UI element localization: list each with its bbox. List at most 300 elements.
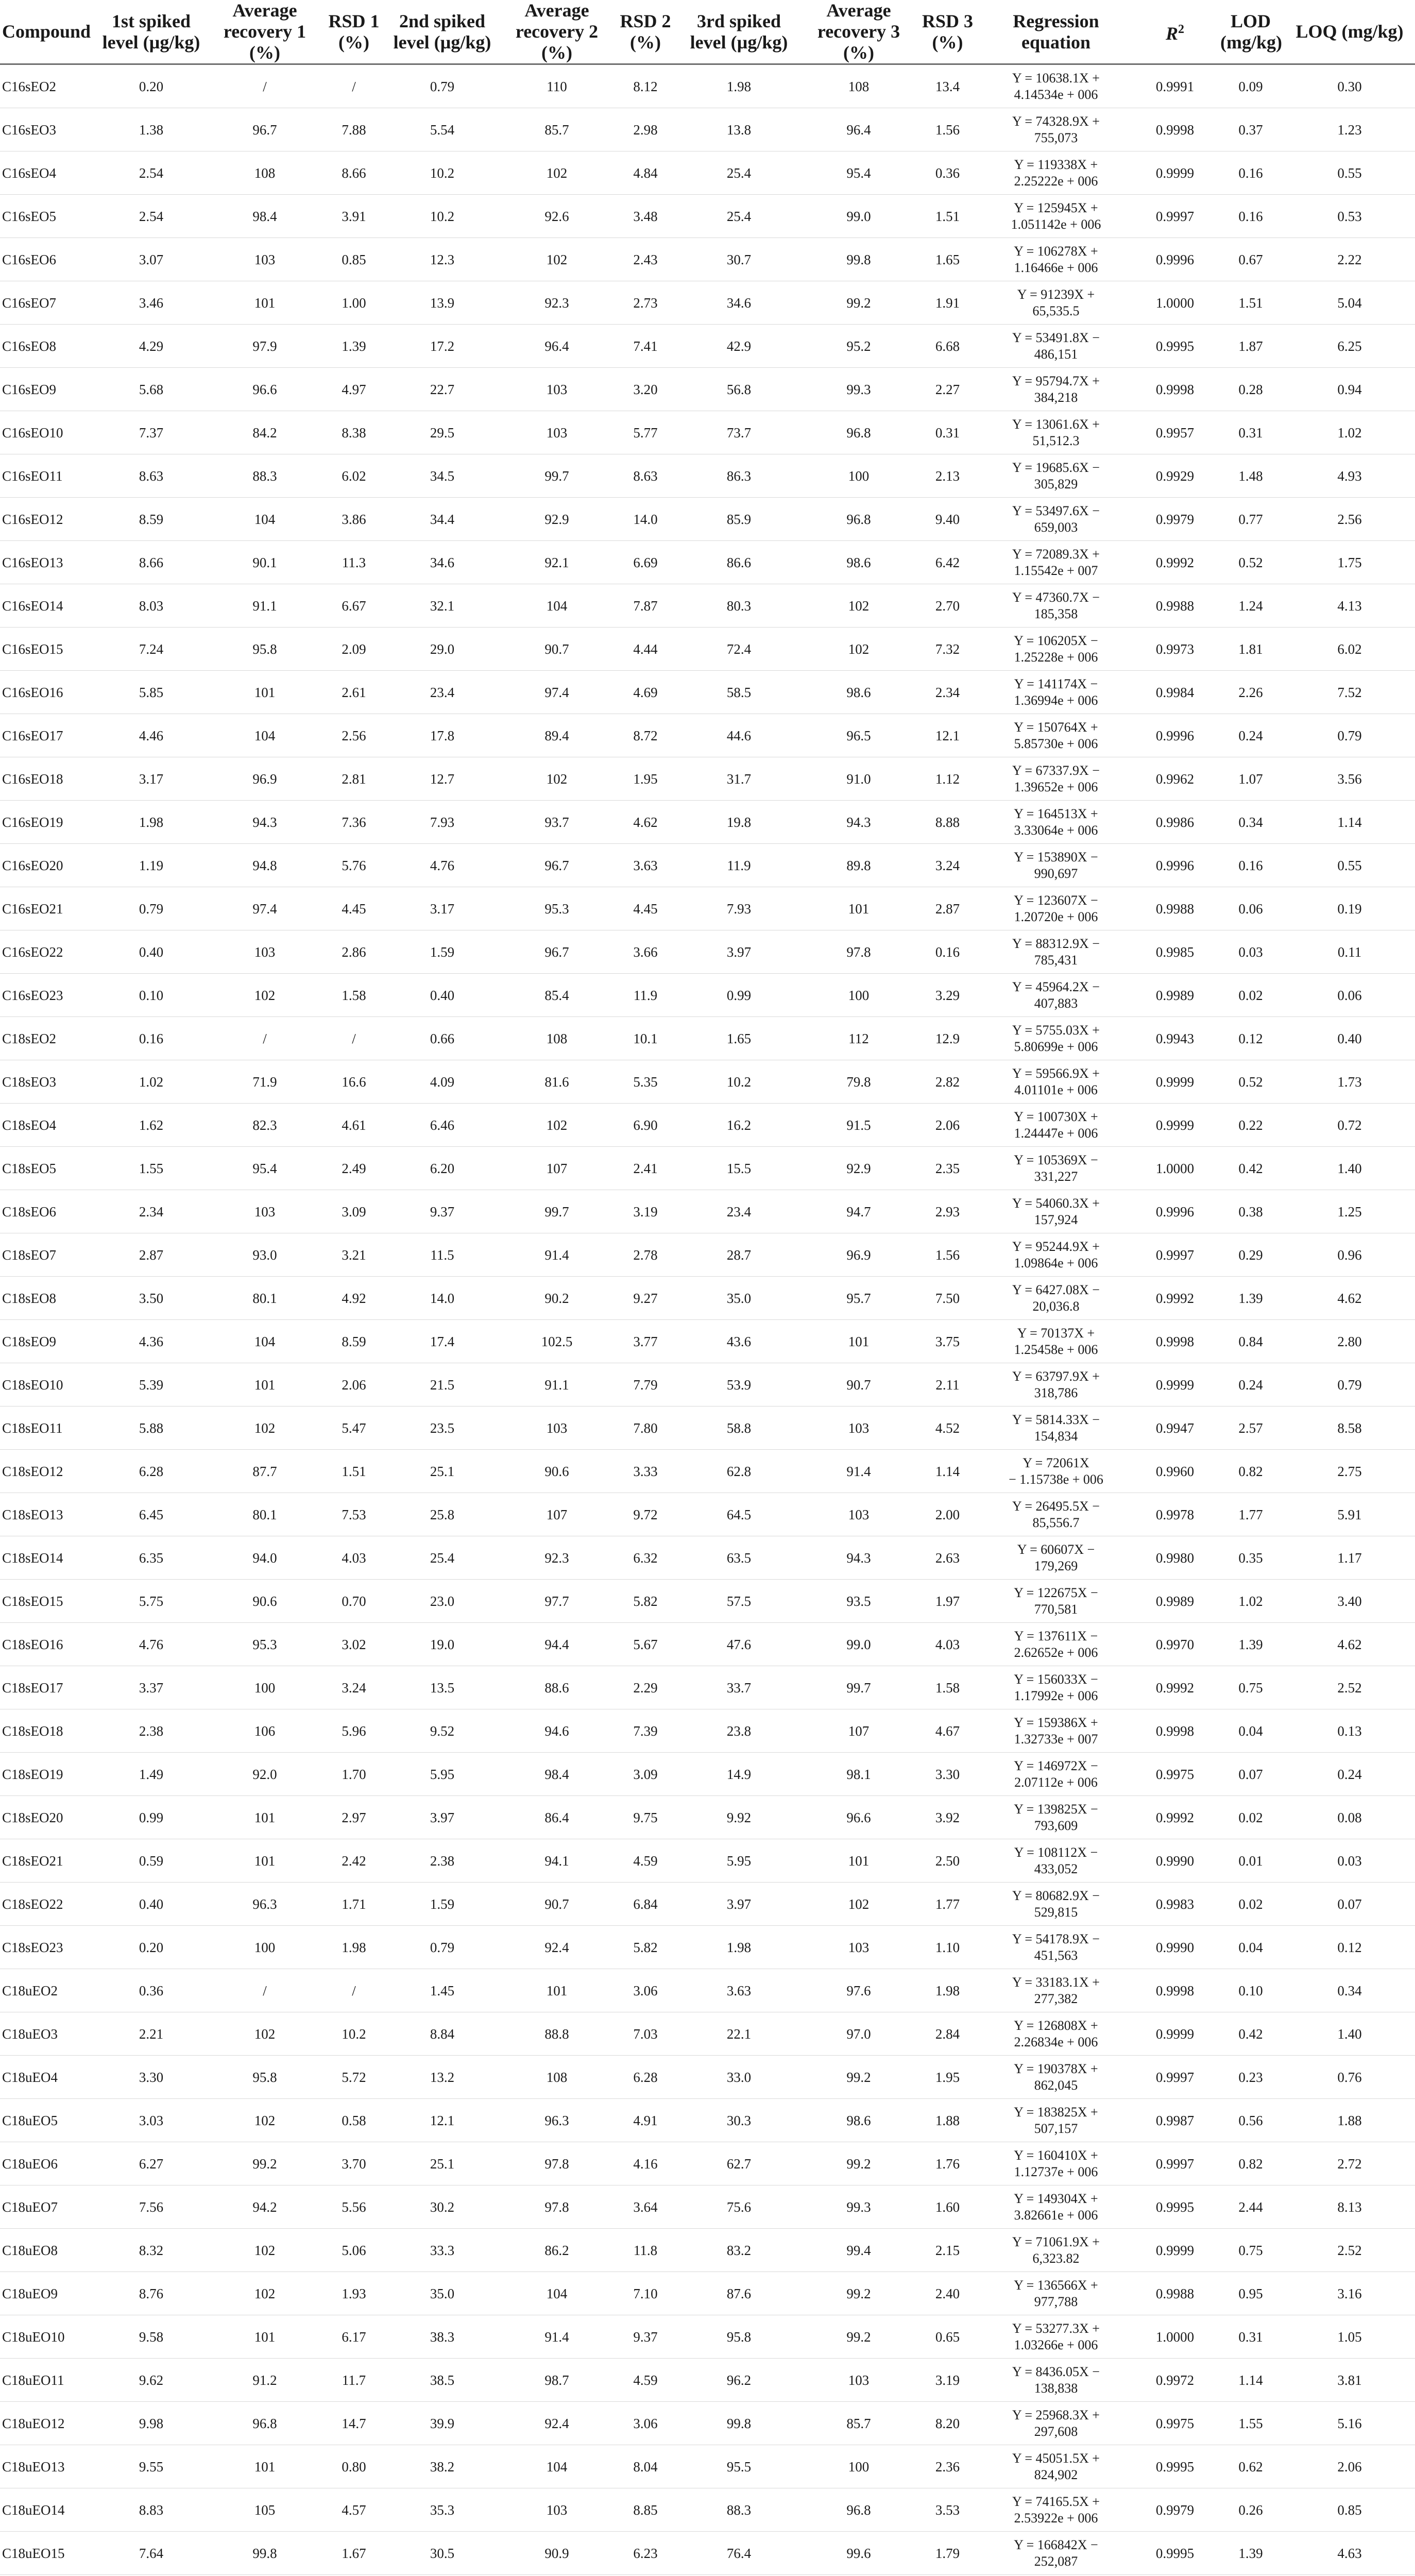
recovery-1-cell: 103 <box>207 238 322 281</box>
recovery-2-cell: 103 <box>499 368 615 411</box>
loq-cell: 0.12 <box>1284 1926 1415 1969</box>
recovery-1-cell: 82.3 <box>207 1104 322 1147</box>
lod-cell: 0.01 <box>1217 1839 1284 1883</box>
r-squared-cell: 0.9957 <box>1133 411 1217 454</box>
lod-cell: 0.22 <box>1217 1104 1284 1147</box>
regression-equation-line-1: Y = 54060.3X + <box>1012 1195 1100 1211</box>
spiked-level-2-cell: 0.79 <box>385 1926 499 1969</box>
regression-equation-line-2: 179,269 <box>1034 1558 1078 1573</box>
regression-equation-cell <box>979 1060 1133 1104</box>
recovery-2-cell: 95.3 <box>499 887 615 930</box>
regression-equation-cell <box>979 1753 1133 1796</box>
rsd-2-cell: 3.66 <box>615 930 676 974</box>
recovery-1-cell: 95.8 <box>207 2056 322 2099</box>
table-header <box>0 0 1415 64</box>
lod-cell: 0.75 <box>1217 2229 1284 2272</box>
spiked-level-2-cell: 29.0 <box>385 628 499 671</box>
lod-cell: 0.09 <box>1217 64 1284 108</box>
table-row <box>0 1883 1415 1926</box>
regression-equation-cell <box>979 2532 1133 2575</box>
rsd-3-cell: 1.10 <box>916 1926 979 1969</box>
recovery-2-cell: 90.6 <box>499 1450 615 1493</box>
regression-equation-line-2: 1.25228e + 006 <box>1014 649 1098 665</box>
loq-cell: 7.52 <box>1284 671 1415 714</box>
regression-equation-line-2: 318,786 <box>1034 1385 1078 1400</box>
loq-cell: 0.19 <box>1284 887 1415 930</box>
loq-cell: 2.80 <box>1284 1320 1415 1363</box>
recovery-1-cell: 101 <box>207 671 322 714</box>
table-row <box>0 1493 1415 1536</box>
rsd-1-cell: 2.61 <box>322 671 385 714</box>
r-squared-cell: 0.9995 <box>1133 325 1217 368</box>
loq-cell: 0.06 <box>1284 974 1415 1017</box>
regression-equation-line-1: Y = 72089.3X + <box>1012 546 1100 562</box>
rsd-3-cell: 1.97 <box>916 1580 979 1623</box>
regression-equation-cell <box>979 1883 1133 1926</box>
recovery-1-cell: 101 <box>207 1796 322 1839</box>
regression-equation-cell <box>979 64 1133 108</box>
loq-cell: 6.25 <box>1284 325 1415 368</box>
recovery-2-cell: 94.1 <box>499 1839 615 1883</box>
recovery-2-cell: 81.6 <box>499 1060 615 1104</box>
loq-cell: 1.05 <box>1284 2315 1415 2359</box>
spiked-level-2-cell: 13.2 <box>385 2056 499 2099</box>
compound-cell: C18sEO10 <box>0 1363 95 1406</box>
table-row <box>0 1450 1415 1493</box>
r-squared-cell: 0.9998 <box>1133 1320 1217 1363</box>
rsd-1-cell: 2.06 <box>322 1363 385 1406</box>
regression-equation-line-1: Y = 123607X − <box>1014 892 1098 908</box>
recovery-1-cell: 97.9 <box>207 325 322 368</box>
recovery-2-cell: 93.7 <box>499 801 615 844</box>
spiked-level-2-cell: 12.7 <box>385 757 499 801</box>
recovery-2-cell: 92.3 <box>499 281 615 325</box>
regression-equation-line-2: 305,829 <box>1034 476 1078 492</box>
regression-equation-line-1: Y = 190378X + <box>1014 2061 1098 2076</box>
regression-equation-line-2: 486,151 <box>1034 346 1078 362</box>
rsd-1-cell: 0.85 <box>322 238 385 281</box>
r-squared-cell: 0.9975 <box>1133 2402 1217 2445</box>
r-squared-cell: 0.9985 <box>1133 930 1217 974</box>
recovery-1-cell: 91.1 <box>207 584 322 628</box>
spiked-level-3-cell: 44.6 <box>676 714 802 757</box>
regression-equation-cell <box>979 2488 1133 2532</box>
loq-cell: 3.40 <box>1284 1580 1415 1623</box>
r-squared-cell: 0.9995 <box>1133 2532 1217 2575</box>
rsd-3-cell: 1.79 <box>916 2532 979 2575</box>
recovery-1-cell: 99.2 <box>207 2142 322 2185</box>
regression-equation-line-1: Y = 146972X − <box>1014 1758 1098 1773</box>
r-squared-cell: 0.9995 <box>1133 2445 1217 2488</box>
recovery-3-cell: 96.8 <box>802 2488 916 2532</box>
rsd-3-cell: 1.77 <box>916 1883 979 1926</box>
rsd-2-cell: 2.43 <box>615 238 676 281</box>
rsd-2-cell: 14.0 <box>615 498 676 541</box>
spiked-level-1-cell: 5.75 <box>95 1580 207 1623</box>
spiked-level-2-cell: 9.37 <box>385 1190 499 1233</box>
rsd-1-cell: 11.3 <box>322 541 385 584</box>
table-row <box>0 411 1415 454</box>
compound-cell: C16sEO4 <box>0 151 95 195</box>
regression-equation-line-1: Y = 13061.6X + <box>1012 416 1100 432</box>
r-squared-cell: 0.9997 <box>1133 195 1217 238</box>
spiked-level-2-cell: 19.0 <box>385 1623 499 1666</box>
spiked-level-1-cell: 7.56 <box>95 2185 207 2229</box>
spiked-level-1-cell: 2.34 <box>95 1190 207 1233</box>
rsd-2-cell: 4.59 <box>615 2359 676 2402</box>
spiked-level-2-cell: 34.4 <box>385 498 499 541</box>
regression-equation-cell <box>979 1450 1133 1493</box>
regression-equation-cell <box>979 1320 1133 1363</box>
col-header-rsd-1: RSD 1 (%) <box>322 0 385 64</box>
regression-equation-cell <box>979 411 1133 454</box>
table-row <box>0 1320 1415 1363</box>
table-row <box>0 1839 1415 1883</box>
regression-equation-cell <box>979 1277 1133 1320</box>
loq-cell: 1.14 <box>1284 801 1415 844</box>
spiked-level-1-cell: 5.39 <box>95 1363 207 1406</box>
table-row <box>0 1060 1415 1104</box>
table-row <box>0 584 1415 628</box>
spiked-level-1-cell: 1.98 <box>95 801 207 844</box>
recovery-2-cell: 103 <box>499 1406 615 1450</box>
r-squared-cell: 0.9998 <box>1133 108 1217 151</box>
spiked-level-2-cell: 3.97 <box>385 1796 499 1839</box>
r-squared-cell: 0.9992 <box>1133 1277 1217 1320</box>
r-squared-cell: 0.9998 <box>1133 1969 1217 2012</box>
spiked-level-1-cell: 3.17 <box>95 757 207 801</box>
rsd-1-cell: 0.58 <box>322 2099 385 2142</box>
spiked-level-2-cell: 30.2 <box>385 2185 499 2229</box>
recovery-2-cell: 92.3 <box>499 1536 615 1580</box>
recovery-2-cell: 86.4 <box>499 1796 615 1839</box>
rsd-2-cell: 5.82 <box>615 1926 676 1969</box>
regression-equation-cell <box>979 887 1133 930</box>
regression-equation-line-1: Y = 8436.05X − <box>1012 2364 1100 2379</box>
col-header-rsd-2: RSD 2 (%) <box>615 0 676 64</box>
rsd-2-cell: 5.35 <box>615 1060 676 1104</box>
recovery-3-cell: 99.2 <box>802 281 916 325</box>
rsd-3-cell: 3.24 <box>916 844 979 887</box>
loq-cell: 4.93 <box>1284 454 1415 498</box>
spiked-level-3-cell: 56.8 <box>676 368 802 411</box>
rsd-3-cell: 1.98 <box>916 1969 979 2012</box>
recovery-2-cell: 102 <box>499 757 615 801</box>
recovery-3-cell: 94.3 <box>802 1536 916 1580</box>
regression-equation-cell <box>979 2229 1133 2272</box>
loq-cell: 0.08 <box>1284 1796 1415 1839</box>
recovery-2-cell: 102 <box>499 238 615 281</box>
spiked-level-1-cell: 8.76 <box>95 2272 207 2315</box>
regression-equation-line-1: Y = 183825X + <box>1014 2104 1098 2120</box>
recovery-2-cell: 85.4 <box>499 974 615 1017</box>
recovery-3-cell: 99.3 <box>802 2185 916 2229</box>
lod-cell: 0.82 <box>1217 1450 1284 1493</box>
r-squared-cell: 0.9947 <box>1133 1406 1217 1450</box>
regression-equation-line-2: 1.32733e + 007 <box>1014 1731 1098 1747</box>
table-row <box>0 801 1415 844</box>
recovery-1-cell: / <box>207 64 322 108</box>
regression-equation-line-2: 5.80699e + 006 <box>1014 1039 1098 1054</box>
recovery-3-cell: 99.6 <box>802 2532 916 2575</box>
regression-equation-line-2: 824,902 <box>1034 2467 1078 2482</box>
recovery-1-cell: 102 <box>207 2012 322 2056</box>
lod-cell: 0.42 <box>1217 2012 1284 2056</box>
lod-cell: 1.39 <box>1217 1277 1284 1320</box>
spiked-level-2-cell: 38.3 <box>385 2315 499 2359</box>
recovery-1-cell: 91.2 <box>207 2359 322 2402</box>
rsd-3-cell: 4.03 <box>916 1623 979 1666</box>
spiked-level-2-cell: 14.0 <box>385 1277 499 1320</box>
lod-cell: 0.38 <box>1217 1190 1284 1233</box>
r-squared-cell: 0.9992 <box>1133 1666 1217 1709</box>
regression-equation-cell <box>979 2185 1133 2229</box>
table-row <box>0 1536 1415 1580</box>
rsd-2-cell: 7.79 <box>615 1363 676 1406</box>
spiked-level-3-cell: 15.5 <box>676 1147 802 1190</box>
recovery-2-cell: 91.4 <box>499 2315 615 2359</box>
rsd-1-cell: 10.2 <box>322 2012 385 2056</box>
compound-cell: C18sEO22 <box>0 1883 95 1926</box>
recovery-1-cell: 93.0 <box>207 1233 322 1277</box>
recovery-3-cell: 108 <box>802 64 916 108</box>
rsd-1-cell: 5.47 <box>322 1406 385 1450</box>
rsd-1-cell: 1.51 <box>322 1450 385 1493</box>
rsd-2-cell: 6.32 <box>615 1536 676 1580</box>
recovery-2-cell: 96.7 <box>499 930 615 974</box>
recovery-2-cell: 103 <box>499 2488 615 2532</box>
loq-cell: 0.53 <box>1284 195 1415 238</box>
regression-equation-line-1: Y = 45964.2X − <box>1012 979 1100 994</box>
lod-cell: 1.48 <box>1217 454 1284 498</box>
spiked-level-1-cell: 0.40 <box>95 930 207 974</box>
rsd-3-cell: 6.68 <box>916 325 979 368</box>
recovery-3-cell: 99.2 <box>802 2056 916 2099</box>
r-squared-cell: 0.9979 <box>1133 2488 1217 2532</box>
spiked-level-2-cell: 13.9 <box>385 281 499 325</box>
lod-cell: 1.51 <box>1217 281 1284 325</box>
regression-equation-line-2: 4.14534e + 006 <box>1014 87 1098 102</box>
col-header-r-squared <box>1133 0 1217 64</box>
recovery-3-cell: 95.2 <box>802 325 916 368</box>
rsd-1-cell: 0.80 <box>322 2445 385 2488</box>
recovery-3-cell: 98.6 <box>802 671 916 714</box>
recovery-3-cell: 103 <box>802 2359 916 2402</box>
table-row <box>0 1104 1415 1147</box>
regression-equation-line-2: 6,323.82 <box>1032 2250 1080 2266</box>
regression-equation-cell <box>979 1839 1133 1883</box>
loq-cell: 4.62 <box>1284 1277 1415 1320</box>
regression-equation-line-2: 1.17992e + 006 <box>1014 1688 1098 1703</box>
r-squared-cell: 1.0000 <box>1133 1147 1217 1190</box>
rsd-1-cell: 3.09 <box>322 1190 385 1233</box>
rsd-3-cell: 7.50 <box>916 1277 979 1320</box>
regression-equation-line-1: Y = 106205X − <box>1014 633 1098 648</box>
regression-equation-line-2: 785,431 <box>1034 952 1078 968</box>
recovery-1-cell: 102 <box>207 1406 322 1450</box>
rsd-2-cell: 2.98 <box>615 108 676 151</box>
spiked-level-1-cell: 0.40 <box>95 1883 207 1926</box>
spiked-level-3-cell: 3.63 <box>676 1969 802 2012</box>
recovery-1-cell: 101 <box>207 1363 322 1406</box>
regression-equation-line-2: 990,697 <box>1034 866 1078 881</box>
loq-cell: 2.56 <box>1284 498 1415 541</box>
table-row <box>0 151 1415 195</box>
lod-cell: 1.87 <box>1217 325 1284 368</box>
r-squared-cell: 0.9975 <box>1133 1753 1217 1796</box>
rsd-3-cell: 1.56 <box>916 1233 979 1277</box>
loq-cell: 2.22 <box>1284 238 1415 281</box>
rsd-2-cell: 4.91 <box>615 2099 676 2142</box>
r-squared-cell: 0.9988 <box>1133 2272 1217 2315</box>
rsd-2-cell: 8.12 <box>615 64 676 108</box>
lod-cell: 0.02 <box>1217 974 1284 1017</box>
rsd-1-cell: 2.97 <box>322 1796 385 1839</box>
rsd-2-cell: 8.63 <box>615 454 676 498</box>
recovery-3-cell: 100 <box>802 454 916 498</box>
regression-equation-line-1: Y = 71061.9X + <box>1012 2234 1100 2249</box>
compound-cell: C18sEO23 <box>0 1926 95 1969</box>
compound-cell: C18uEO6 <box>0 2142 95 2185</box>
spiked-level-1-cell: 0.20 <box>95 1926 207 1969</box>
rsd-1-cell: 6.02 <box>322 454 385 498</box>
recovery-3-cell: 102 <box>802 628 916 671</box>
table-row <box>0 1623 1415 1666</box>
rsd-1-cell: 4.92 <box>322 1277 385 1320</box>
spiked-level-1-cell: 9.58 <box>95 2315 207 2359</box>
lod-cell: 0.28 <box>1217 368 1284 411</box>
spiked-level-2-cell: 32.1 <box>385 584 499 628</box>
r-squared-cell: 0.9973 <box>1133 628 1217 671</box>
table-row <box>0 325 1415 368</box>
recovery-1-cell: 103 <box>207 1190 322 1233</box>
rsd-2-cell: 2.41 <box>615 1147 676 1190</box>
regression-equation-cell <box>979 1709 1133 1753</box>
regression-equation-line-1: Y = 19685.6X − <box>1012 460 1100 475</box>
loq-cell: 0.85 <box>1284 2488 1415 2532</box>
spiked-level-1-cell: 3.03 <box>95 2099 207 2142</box>
spiked-level-3-cell: 47.6 <box>676 1623 802 1666</box>
regression-equation-cell <box>979 2012 1133 2056</box>
table-row <box>0 1753 1415 1796</box>
rsd-2-cell: 3.09 <box>615 1753 676 1796</box>
spiked-level-2-cell: 11.5 <box>385 1233 499 1277</box>
regression-equation-cell <box>979 1623 1133 1666</box>
rsd-1-cell: 2.56 <box>322 714 385 757</box>
rsd-3-cell: 4.67 <box>916 1709 979 1753</box>
regression-equation-line-1: Y = 53277.3X + <box>1012 2320 1100 2336</box>
spiked-level-1-cell: 8.32 <box>95 2229 207 2272</box>
recovery-2-cell: 104 <box>499 2445 615 2488</box>
recovery-1-cell: 108 <box>207 151 322 195</box>
recovery-1-cell: 90.1 <box>207 541 322 584</box>
spiked-level-2-cell: 6.20 <box>385 1147 499 1190</box>
recovery-1-cell: 96.6 <box>207 368 322 411</box>
rsd-1-cell: 2.09 <box>322 628 385 671</box>
lod-cell: 0.16 <box>1217 195 1284 238</box>
recovery-1-cell: 95.4 <box>207 1147 322 1190</box>
recovery-2-cell: 97.7 <box>499 1580 615 1623</box>
recovery-3-cell: 98.1 <box>802 1753 916 1796</box>
rsd-1-cell: 3.70 <box>322 2142 385 2185</box>
compound-cell: C18sEO15 <box>0 1580 95 1623</box>
rsd-1-cell: 8.59 <box>322 1320 385 1363</box>
regression-equation-line-2: 433,052 <box>1034 1861 1078 1876</box>
recovery-1-cell: 95.3 <box>207 1623 322 1666</box>
loq-cell: 1.88 <box>1284 2099 1415 2142</box>
recovery-2-cell: 99.7 <box>499 1190 615 1233</box>
regression-equation-cell <box>979 2445 1133 2488</box>
spiked-level-3-cell: 96.2 <box>676 2359 802 2402</box>
table-row <box>0 368 1415 411</box>
rsd-1-cell: 2.86 <box>322 930 385 974</box>
rsd-2-cell: 1.95 <box>615 757 676 801</box>
r-squared-cell: 0.9984 <box>1133 671 1217 714</box>
recovery-1-cell: 71.9 <box>207 1060 322 1104</box>
recovery-3-cell: 96.9 <box>802 1233 916 1277</box>
spiked-level-2-cell: 12.1 <box>385 2099 499 2142</box>
rsd-3-cell: 1.65 <box>916 238 979 281</box>
regression-equation-line-2: 1.12737e + 006 <box>1014 2164 1098 2179</box>
col-header-recovery-1: Average recovery 1 (%) <box>207 0 322 64</box>
r-squared-cell: 0.9998 <box>1133 1709 1217 1753</box>
recovery-1-cell: 104 <box>207 498 322 541</box>
r-squared-cell: 0.9999 <box>1133 2012 1217 2056</box>
rsd-2-cell: 3.48 <box>615 195 676 238</box>
recovery-3-cell: 112 <box>802 1017 916 1060</box>
rsd-2-cell: 3.19 <box>615 1190 676 1233</box>
table-row <box>0 1709 1415 1753</box>
recovery-2-cell: 85.7 <box>499 108 615 151</box>
regression-equation-cell <box>979 1190 1133 1233</box>
rsd-2-cell: 4.69 <box>615 671 676 714</box>
loq-cell: 6.02 <box>1284 628 1415 671</box>
rsd-1-cell: 6.17 <box>322 2315 385 2359</box>
r-squared-cell: 0.9998 <box>1133 368 1217 411</box>
spiked-level-2-cell: 25.8 <box>385 1493 499 1536</box>
rsd-3-cell: 2.35 <box>916 1147 979 1190</box>
rsd-3-cell: 2.36 <box>916 2445 979 2488</box>
compound-cell: C18uEO13 <box>0 2445 95 2488</box>
loq-cell: 0.40 <box>1284 1017 1415 1060</box>
compound-cell: C18sEO19 <box>0 1753 95 1796</box>
r-squared-cell: 0.9991 <box>1133 64 1217 108</box>
regression-equation-line-1: Y = 100730X + <box>1014 1109 1098 1124</box>
rsd-1-cell: 3.91 <box>322 195 385 238</box>
table-row <box>0 64 1415 108</box>
recovery-3-cell: 99.2 <box>802 2315 916 2359</box>
lod-cell: 0.62 <box>1217 2445 1284 2488</box>
regression-equation-line-2: 252,087 <box>1034 2553 1078 2569</box>
rsd-3-cell: 1.95 <box>916 2056 979 2099</box>
rsd-1-cell: 4.97 <box>322 368 385 411</box>
lod-cell: 0.24 <box>1217 1363 1284 1406</box>
recovery-3-cell: 95.4 <box>802 151 916 195</box>
recovery-3-cell: 92.9 <box>802 1147 916 1190</box>
loq-cell: 1.73 <box>1284 1060 1415 1104</box>
regression-equation-line-2: 1.16466e + 006 <box>1014 260 1098 275</box>
regression-equation-line-1: Y = 149304X + <box>1014 2191 1098 2206</box>
spiked-level-2-cell: 23.4 <box>385 671 499 714</box>
rsd-3-cell: 1.60 <box>916 2185 979 2229</box>
spiked-level-1-cell: 4.29 <box>95 325 207 368</box>
regression-equation-line-2: 1.051142e + 006 <box>1011 216 1101 232</box>
spiked-level-3-cell: 33.7 <box>676 1666 802 1709</box>
regression-equation-line-2: 185,358 <box>1034 606 1078 621</box>
table-row <box>0 930 1415 974</box>
regression-equation-line-1: Y = 156033X − <box>1014 1671 1098 1687</box>
spiked-level-1-cell: 3.46 <box>95 281 207 325</box>
